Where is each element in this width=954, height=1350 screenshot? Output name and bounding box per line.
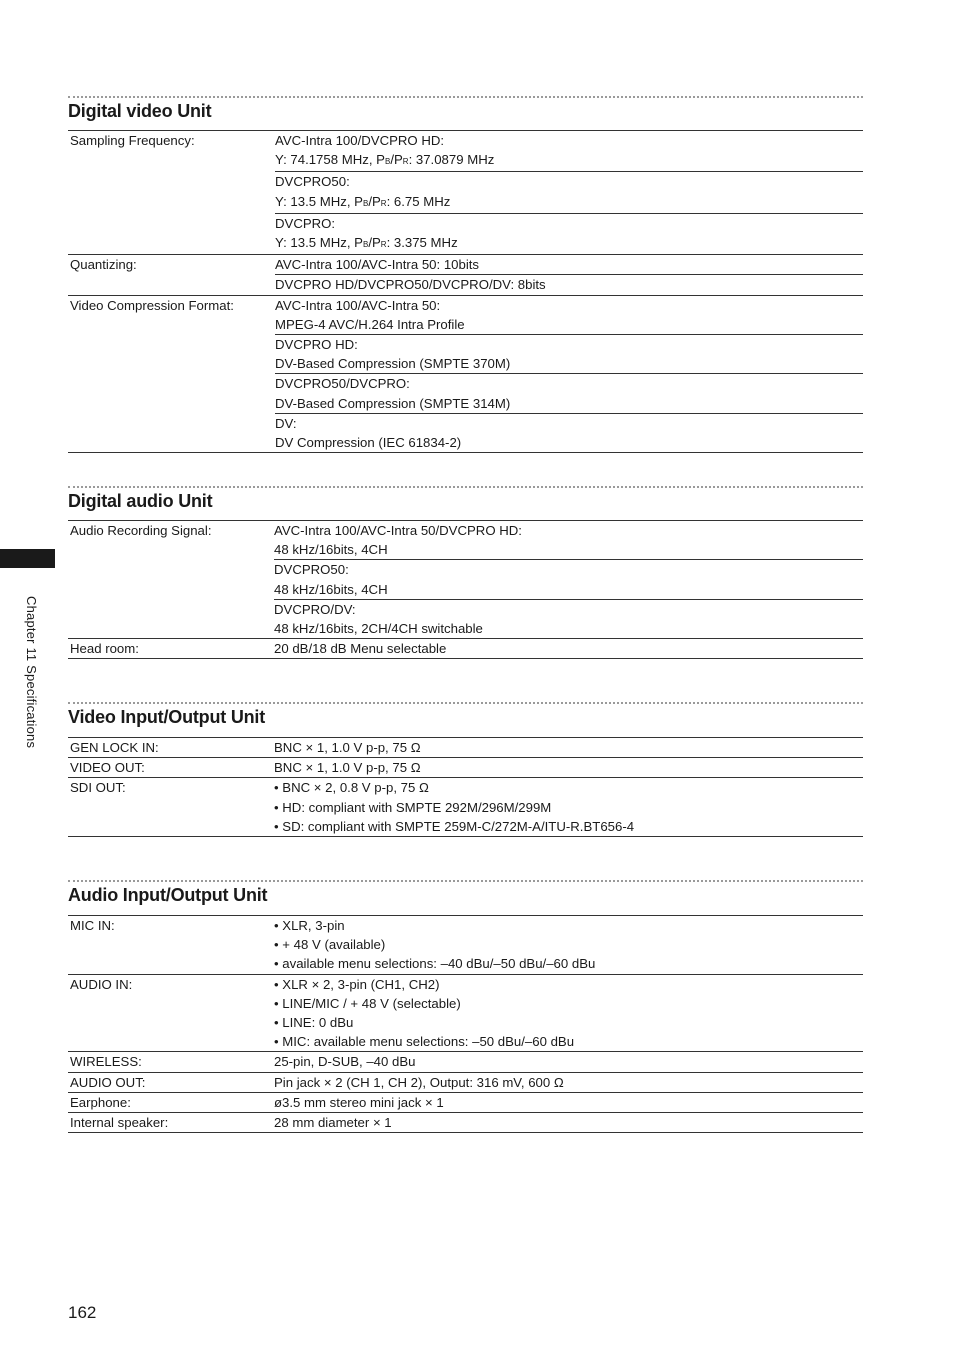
spec-value-line: • LINE/MIC / + 48 V (selectable) — [274, 995, 461, 1011]
spec-value-line: 28 mm diameter × 1 — [274, 1115, 392, 1131]
spec-row — [68, 131, 863, 172]
spec-table-digital-audio — [68, 520, 863, 659]
spec-table-digital-video — [68, 130, 863, 453]
spec-label: Audio Recording Signal: — [68, 521, 274, 639]
spec-value — [275, 335, 863, 374]
spec-value — [275, 374, 863, 413]
spec-value — [274, 1092, 863, 1112]
spec-value — [274, 974, 863, 1052]
spec-table-video-io — [68, 737, 863, 837]
spec-row — [68, 1092, 863, 1112]
section-divider — [68, 702, 863, 704]
spec-value-line: • available menu selections: –40 dBu/–50 dBu/–60 dBu — [274, 956, 596, 972]
spec-value-line: 20 dB/18 dB Menu selectable — [274, 641, 447, 657]
spec-label: Earphone: — [68, 1092, 274, 1112]
spec-row — [68, 758, 863, 778]
spec-value-line: DVCPRO HD/DVCPRO50/DVCPRO/DV: 8bits — [275, 277, 546, 293]
spec-value-line: • BNC × 2, 0.8 V p-p, 75 Ω — [274, 780, 429, 796]
section-title-digital-audio: Digital audio Unit — [68, 491, 213, 511]
spec-value — [274, 1052, 863, 1072]
spec-value — [274, 778, 863, 837]
spec-value-line: • HD: compliant with SMPTE 292M/296M/299M — [274, 799, 552, 815]
spec-value-line: • + 48 V (available) — [274, 937, 386, 953]
spec-label: VIDEO OUT: — [68, 758, 274, 778]
spec-label: AUDIO IN: — [68, 974, 274, 1052]
spec-value — [274, 560, 863, 599]
spec-value-line: Y: 74.1758 MHz, PB/PR: 37.0879 MHz — [275, 152, 495, 168]
spec-value — [274, 758, 863, 778]
spec-value-line: DVCPRO/DV: — [274, 601, 356, 617]
spec-label: Internal speaker: — [68, 1113, 274, 1133]
spec-label: WIRELESS: — [68, 1052, 274, 1072]
chapter-side-label: Chapter 11 Specifications — [24, 596, 39, 749]
spec-value — [274, 738, 863, 758]
spec-value-line: AVC-Intra 100/AVC-Intra 50/DVCPRO HD: — [274, 523, 522, 538]
spec-value-line: DVCPRO HD: — [275, 337, 358, 353]
spec-value — [275, 275, 863, 295]
spec-value-line: • XLR, 3-pin — [274, 918, 345, 933]
page-number: 162 — [68, 1303, 97, 1322]
spec-value-line: DV: — [275, 415, 297, 431]
spec-value-line: DVCPRO50: — [275, 174, 350, 190]
spec-value — [275, 213, 863, 254]
section-title-video-io: Video Input/Output Unit — [68, 707, 266, 727]
spec-value-line: DV Compression (IEC 61834-2) — [275, 435, 462, 451]
section-divider — [68, 880, 863, 882]
spec-value-line: 48 kHz/16bits, 2CH/4CH switchable — [274, 621, 483, 637]
spec-row — [68, 1072, 863, 1092]
spec-value-line: MPEG-4 AVC/H.264 Intra Profile — [275, 316, 465, 332]
spec-value-line: DVCPRO50: — [274, 562, 349, 578]
spec-value-line: • XLR × 2, 3-pin (CH1, CH2) — [274, 976, 440, 992]
spec-value — [275, 295, 863, 334]
spec-label: GEN LOCK IN: — [68, 738, 274, 758]
section-title-audio-io: Audio Input/Output Unit — [68, 885, 268, 905]
section-title-digital-video: Digital video Unit — [68, 101, 212, 121]
spec-label: AUDIO OUT: — [68, 1072, 274, 1092]
spec-value-line: AVC-Intra 100/DVCPRO HD: — [275, 133, 445, 148]
spec-value — [274, 639, 863, 659]
spec-table-audio-io — [68, 915, 863, 1133]
spec-row — [68, 255, 863, 275]
spec-value — [275, 255, 863, 275]
spec-value — [274, 599, 863, 638]
spec-label: Video Compression Format: — [68, 295, 275, 453]
spec-value-line: Y: 13.5 MHz, PB/PR: 3.375 MHz — [275, 235, 458, 251]
spec-value-line: 48 kHz/16bits, 4CH — [274, 581, 388, 597]
spec-row — [68, 916, 863, 975]
spec-value — [274, 521, 863, 560]
spec-label: Head room: — [68, 639, 274, 659]
spec-value-line: • SD: compliant with SMPTE 259M-C/272M-A/ITU-R.BT656-4 — [274, 818, 635, 834]
spec-value-line: BNC × 1, 1.0 V p-p, 75 Ω — [274, 740, 421, 755]
spec-value-line: BNC × 1, 1.0 V p-p, 75 Ω — [274, 760, 421, 776]
spec-row — [68, 295, 863, 334]
spec-row — [68, 1113, 863, 1133]
spec-row — [68, 738, 863, 758]
section-divider — [68, 96, 863, 98]
spec-value-line: DV-Based Compression (SMPTE 314M) — [275, 395, 511, 411]
spec-value-line: • MIC: available menu selections: –50 dBu/–60 dBu — [274, 1034, 575, 1050]
spec-value — [275, 131, 863, 172]
spec-value — [275, 413, 863, 452]
spec-row — [68, 521, 863, 560]
spec-value-line: AVC-Intra 100/AVC-Intra 50: — [275, 297, 441, 313]
spec-row — [68, 1052, 863, 1072]
spec-row — [68, 639, 863, 659]
spec-value-line: DVCPRO: — [275, 215, 336, 231]
spec-value-line: 25-pin, D-SUB, –40 dBu — [274, 1054, 416, 1070]
spec-value-line: Pin jack × 2 (CH 1, CH 2), Output: 316 mV, 600 Ω — [274, 1074, 564, 1090]
spec-value — [274, 916, 863, 975]
spec-value — [274, 1113, 863, 1133]
spec-value-line: DV-Based Compression (SMPTE 370M) — [275, 356, 511, 372]
spec-value-line: 48 kHz/16bits, 4CH — [274, 542, 388, 558]
spec-value-line: DVCPRO50/DVCPRO: — [275, 376, 410, 392]
spec-label: Quantizing: — [68, 255, 275, 295]
chapter-tab-marker — [0, 549, 55, 568]
spec-row — [68, 974, 863, 1052]
spec-value — [275, 172, 863, 213]
spec-row — [68, 778, 863, 837]
spec-value-line: AVC-Intra 100/AVC-Intra 50: 10bits — [275, 257, 480, 273]
spec-label: MIC IN: — [68, 916, 274, 975]
spec-value — [274, 1072, 863, 1092]
spec-label: SDI OUT: — [68, 778, 274, 837]
spec-value-line: • LINE: 0 dBu — [274, 1015, 354, 1031]
section-divider — [68, 486, 863, 488]
spec-value-line: ø3.5 mm stereo mini jack × 1 — [274, 1094, 444, 1110]
spec-label: Sampling Frequency: — [68, 131, 275, 255]
spec-value-line: Y: 13.5 MHz, PB/PR: 6.75 MHz — [275, 193, 451, 209]
